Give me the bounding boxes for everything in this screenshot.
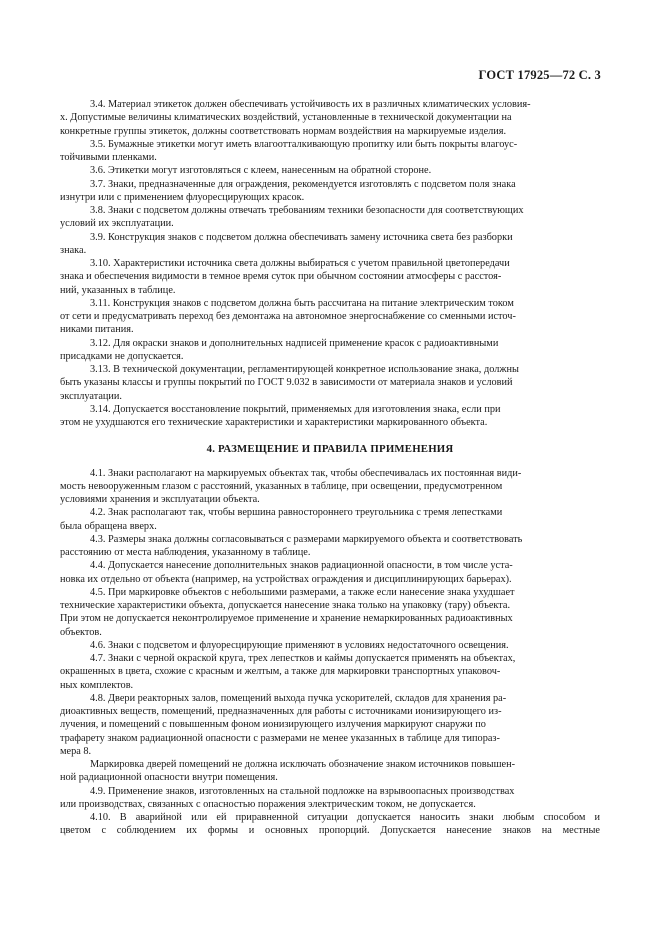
- paragraph-3-6: 3.6. Этикетки могут изготовляться с клеем, нанесенным на обратной стороне.: [90, 165, 432, 177]
- paragraph-4-1: 4.1. Знаки располагают на маркируемых объектах так, чтобы обеспечивалась их постоянная види- мость невооруженным глазом с расстояний, указанных в таблице, при освещении, предусмотренном условиями хранения и эксплуатации объекта.: [60, 467, 522, 505]
- paragraph-4-3: 4.3. Размеры знака должны согласовываться с размерами маркируемого объекта и соответствовать расстоянию от места наблюдения, указанному в таблице.: [60, 533, 523, 558]
- paragraph-4-5: 4.5. При маркировке объектов с небольшими размерами, а также если нанесение знака ухудшает технические характеристики объекта, допускается нанесение знака только на упаковку (тару) объекта. При этом не допускается неконтролируемое применение и хранение немаркированных радиоактивных объектов.: [60, 586, 515, 638]
- paragraph-4-4: 4.4. Допускается нанесение дополнительных знаков радиационной опасности, в том числе уста- новка их отдельно от объекта (например, на устройствах ограждения и дисциплинирующих барьерах).: [60, 560, 513, 585]
- paragraph-4-2: 4.2. Знак располагают так, чтобы вершина равностороннего треугольника с тремя лепестками была обращена вверх.: [60, 507, 503, 532]
- paragraph-4-7: 4.7. Знаки с черной окраской круга, трех лепестков и каймы допускается применять на объектах, окрашенных в цвета, схожие с красным и желтым, а также для маркировки транспортных упаковоч- ных комплектов.: [60, 653, 516, 691]
- paragraph-4-9: 4.9. Применение знаков, изготовленных на стальной подложке на взрывоопасных производствах или производствах, связанных с опасностью поражения электрическим током, не допускается.: [60, 785, 515, 810]
- paragraph-3-14: 3.14. Допускается восстановление покрытий, применяемых для изготовления знака, если при этом не ухудшаются его технические характеристики и характеристики маркированного объекта.: [60, 403, 501, 428]
- paragraph-4-6: 4.6. Знаки с подсветом и флуоресцирующие применяют в условиях недостаточного освещения.: [90, 639, 509, 651]
- paragraph-3-8: 3.8. Знаки с подсветом должны отвечать требованиям техники безопасности для соответствующих условий их эксплуатации.: [60, 205, 524, 230]
- page-header: ГОСТ 17925—72 С. 3: [478, 68, 601, 82]
- paragraph-3-7: 3.7. Знаки, предназначенные для ограждения, рекомендуется изготовлять с подсветом поля знака изнутри или с применением флуоресцирующих красок.: [60, 178, 516, 203]
- paragraph-3-5: 3.5. Бумажные этикетки могут иметь влагоотталкивающую пропитку или быть покрыты влагоус- тойчивыми пленками.: [60, 138, 518, 163]
- paragraph-3-12: 3.12. Для окраски знаков и дополнительных надписей применение красок с радиоактивными присадками не допускается.: [60, 337, 499, 362]
- paragraph-3-13: 3.13. В технической документации, регламентирующей конкретное использование знака, должны быть указаны классы и группы покрытий по ГОСТ 9.032 в зависимости от материала знаков и условий эксплуатации.: [60, 364, 519, 402]
- paragraph-4-10: 4.10. В аварийной или ей приравненной ситуации допускается наносить знаки любым способом и цветом с соблюдением их формы и основных пропорций. Допускается нанесение знаков на местные: [60, 812, 600, 837]
- paragraph-3-9: 3.9. Конструкция знаков с подсветом должна обеспечивать замену источника света без разборки знака.: [60, 231, 513, 256]
- document-body: [60, 98, 600, 838]
- paragraph-3-11: 3.11. Конструкция знаков с подсветом должна быть рассчитана на питание электрическим током от сети и предусматривать переход без демонтажа на автономное энергоснабжение со сменными источ- никами питания.: [60, 297, 516, 336]
- paragraph-4-8: 4.8. Двери реакторных залов, помещений выхода пучка ускорителей, складов для хранения ра- диоактивных веществ, помещений, предназначенных для работы с источниками ионизирующего из- лучения, и помещений с повышенным фоном ионизирующего излучения маркируют снаружи по трафарету знаком радиационной опасности с размерами не менее указанных в таблице для типораз- мера 8.: [60, 692, 507, 757]
- paragraph-4-8-note: Маркировка дверей помещений не должна исключать обозначение знаком источников повышен- ной радиационной опасности внутри помещения.: [60, 759, 516, 784]
- paragraph-3-10: 3.10. Характеристики источника света должны выбираться с учетом правильной цветопередачи знака и обеспечения видимости в темное время суток при обычном состоянии атмосферы с расстоя- ний, указанных в таблице.: [60, 258, 510, 296]
- section-title: 4. РАЗМЕЩЕНИЕ И ПРАВИЛА ПРИМЕНЕНИЯ: [206, 443, 454, 456]
- paragraph-3-4: 3.4. Материал этикеток должен обеспечивать устойчивость их в различных климатических условия- х. Допустимые величины климатических воздействий, установленные в технической документации на конкретные группы этикеток, должны соответствовать нормам воздействия на маркируемые изделия.: [60, 99, 531, 137]
